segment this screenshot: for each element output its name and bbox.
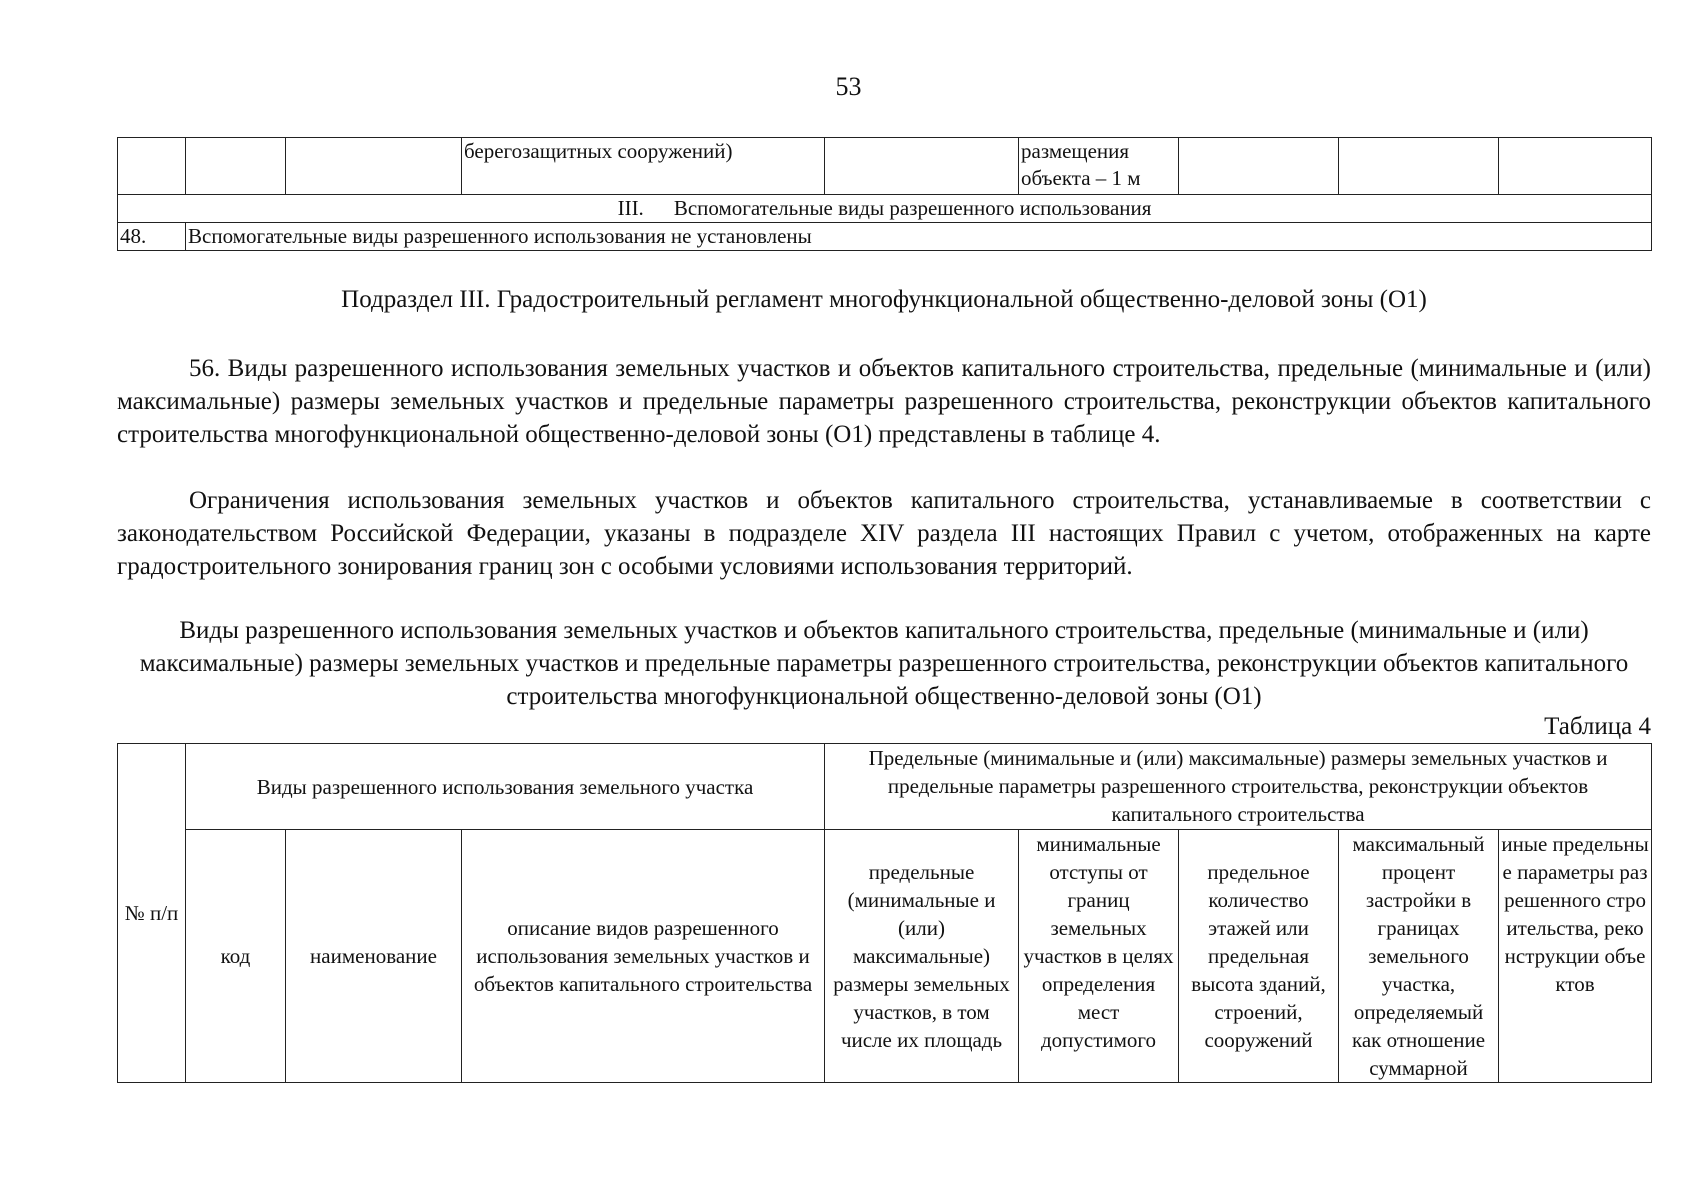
table-header-row: [118, 830, 1652, 1083]
header-group-right: Предельные (минимальные и (или) максимальные) размеры земельных участков и предельные параметры разрешенного строительства, реконструкции объектов капитального строительства: [825, 744, 1652, 830]
cell-setback: размещения объекта – 1 м: [1019, 138, 1179, 195]
zoning-table: [117, 743, 1652, 1083]
header-other: иные предельные параметры разрешенного строительства, реконструкции объектов: [1499, 830, 1652, 1083]
section-number: III.: [617, 196, 644, 220]
row-text: Вспомогательные виды разрешенного использования не установлены: [186, 223, 1652, 251]
header-code: код: [186, 830, 286, 1083]
header-name: наименование: [286, 830, 462, 1083]
table-row: [118, 223, 1652, 251]
section-title: Вспомогательные виды разрешенного использования: [673, 196, 1152, 220]
subsection-heading: Подраздел III. Градостроительный регламент многофункциональной общественно-деловой зоны (О1): [341, 286, 1427, 313]
continued-table: [117, 137, 1652, 251]
header-percent: максимальный процент застройки в границах земельного участка, определяемый как отношение суммарной: [1339, 830, 1499, 1083]
table-header-row: [118, 744, 1652, 830]
header-sizes: предельные (минимальные и (или) максимальные) размеры земельных участков, в том числе их площадь: [825, 830, 1019, 1083]
header-number: № п/п: [118, 744, 186, 1083]
section-row: [118, 195, 1652, 223]
table-label: Таблица 4: [1544, 713, 1651, 740]
paragraph-56: 56. Виды разрешенного использования земельных участков и объектов капитального строительства, предельные (минимальные и (или) максимальные) размеры земельных участков и предельные параметры разрешенного строительства, реконструкции объектов капитального строительства многофункциональной общественно-деловой зоны (О1) представлены в таблице 4.: [117, 355, 1651, 448]
header-group-left: Виды разрешенного использования земельного участка: [186, 744, 825, 830]
header-setback: минимальные отступы от границ земельных участков в целях определения мест допустимого: [1019, 830, 1179, 1083]
paragraph-restrictions: Ограничения использования земельных участков и объектов капитального строительства, устанавливаемые в соответствии с законодательством Российской Федерации, указаны в подразделе XIV раздела III настоящих Правил с учетом, отображенных на карте градостроительного зонирования границ зон с особыми условиями использования территорий.: [117, 487, 1651, 580]
table-caption: Виды разрешенного использования земельных участков и объектов капитального строительства, предельные (минимальные и (или) максимальные) размеры земельных участков и предельные параметры разрешенного строительства, реконструкции объектов капитального строительства многофункциональной общественно-деловой зоны (О1): [139, 617, 1629, 710]
header-description: описание видов разрешенного использования земельных участков и объектов капитального строительства: [462, 830, 825, 1083]
page-number: 53: [835, 72, 862, 101]
header-floors: предельное количество этажей или предельная высота зданий, строений, сооружений: [1179, 830, 1339, 1083]
row-number: 48.: [118, 223, 186, 251]
cell-description: берегозащитных сооружений): [462, 138, 825, 195]
table-row: [118, 138, 1652, 195]
